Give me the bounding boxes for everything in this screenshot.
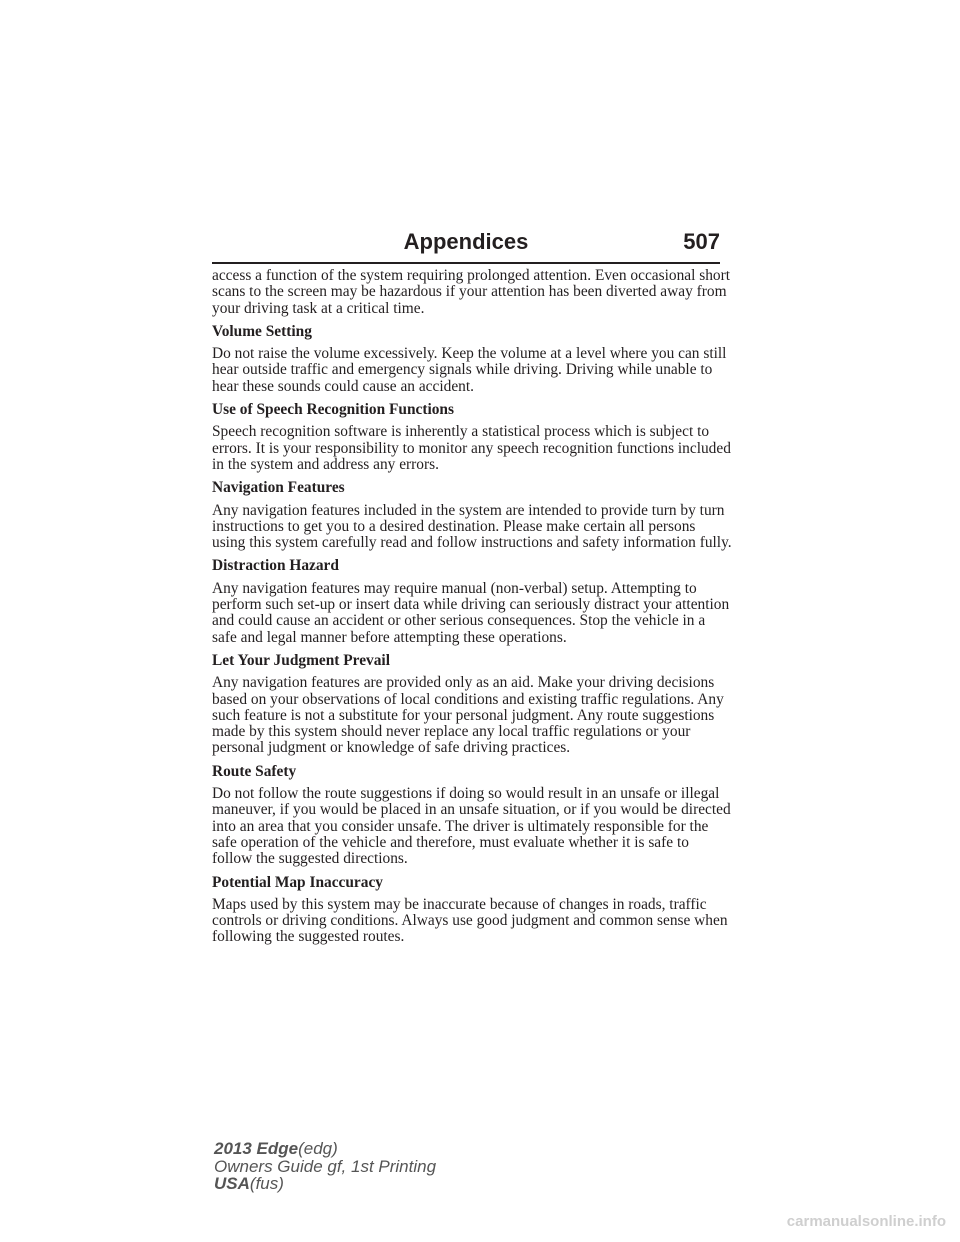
section-heading-judgment-prevail: Let Your Judgment Prevail — [212, 651, 390, 669]
section-body-distraction-hazard: Any navigation features may require manual (non-verbal) setup. Attempting to perform such set-up or insert data while driving can seriously distract your attention and could cause an accident or other serious consequences. Stop the vehicle in a safe and legal manner before attempting these operations. — [212, 579, 730, 646]
footer-line-model — [214, 1140, 436, 1158]
section-heading-navigation-features: Navigation Features — [212, 479, 345, 497]
section-heading-distraction-hazard: Distraction Hazard — [212, 557, 339, 575]
footer-line-guide: Owners Guide gf, 1st Printing — [214, 1156, 437, 1176]
section-heading-route-safety: Route Safety — [212, 762, 297, 780]
page-number: 507 — [683, 229, 720, 254]
print-footer — [214, 1140, 436, 1193]
section-body-speech-recognition: Speech recognition software is inherently a statistical process which is subject to errors. It is your responsibility to monitor any speech recognition functions included in the system and address any errors. — [212, 423, 731, 473]
page-content — [212, 268, 732, 953]
section-heading-volume-setting: Volume Setting — [212, 322, 312, 340]
section-body-navigation-features: Any navigation features included in the system are intended to provide turn by turn instructions to get you to a desired destination. Please make certain all persons using this system carefully read and follow instructions and safety information fully. — [212, 501, 732, 552]
footer-market-code: (fus) — [249, 1174, 284, 1193]
watermark-text: carmanualsonline.info — [786, 1213, 946, 1230]
footer-model-code: (edg) — [298, 1139, 338, 1158]
section-body-judgment-prevail: Any navigation features are provided only as an aid. Make your driving decisions based on your observations of local conditions and existing traffic regulations. Any such feature is not a substitute for your personal judgment. Any route suggestions made by this system should never replace any local traffic regulations or your personal judgment or knowledge of safe driving practices. — [212, 674, 724, 757]
header-divider — [212, 262, 720, 264]
footer-model: 2013 Edge — [214, 1139, 299, 1158]
page-header — [212, 226, 720, 262]
section-body-route-safety: Do not follow the route suggestions if doing so would result in an unsafe or illegal maneuver, if you would be placed in an unsafe situation, or if you would be directed into an area that you consider unsafe. The driver is ultimately responsible for the safe operation of the vehicle and therefore, must evaluate whether it is safe to follow the suggested directions. — [212, 785, 731, 868]
intro-paragraph: access a function of the system requiring prolonged attention. Even occasional short scans to the screen may be hazardous if your attention has been diverted away from your driving task at a critical time. — [212, 267, 730, 317]
section-heading-speech-recognition: Use of Speech Recognition Functions — [212, 401, 454, 419]
footer-line-market — [214, 1175, 436, 1193]
footer-market: USA — [214, 1174, 250, 1193]
section-body-volume-setting: Do not raise the volume excessively. Keep the volume at a level where you can still hear outside traffic and emergency signals while driving. Driving while unable to hear these sounds could cause an accident. — [212, 345, 727, 395]
section-body-map-inaccuracy: Maps used by this system may be inaccurate because of changes in roads, traffic controls or driving conditions. Always use good judgment and common sense when following the suggested routes. — [212, 895, 728, 946]
section-title: Appendices — [403, 229, 529, 254]
section-heading-map-inaccuracy: Potential Map Inaccuracy — [212, 873, 383, 891]
